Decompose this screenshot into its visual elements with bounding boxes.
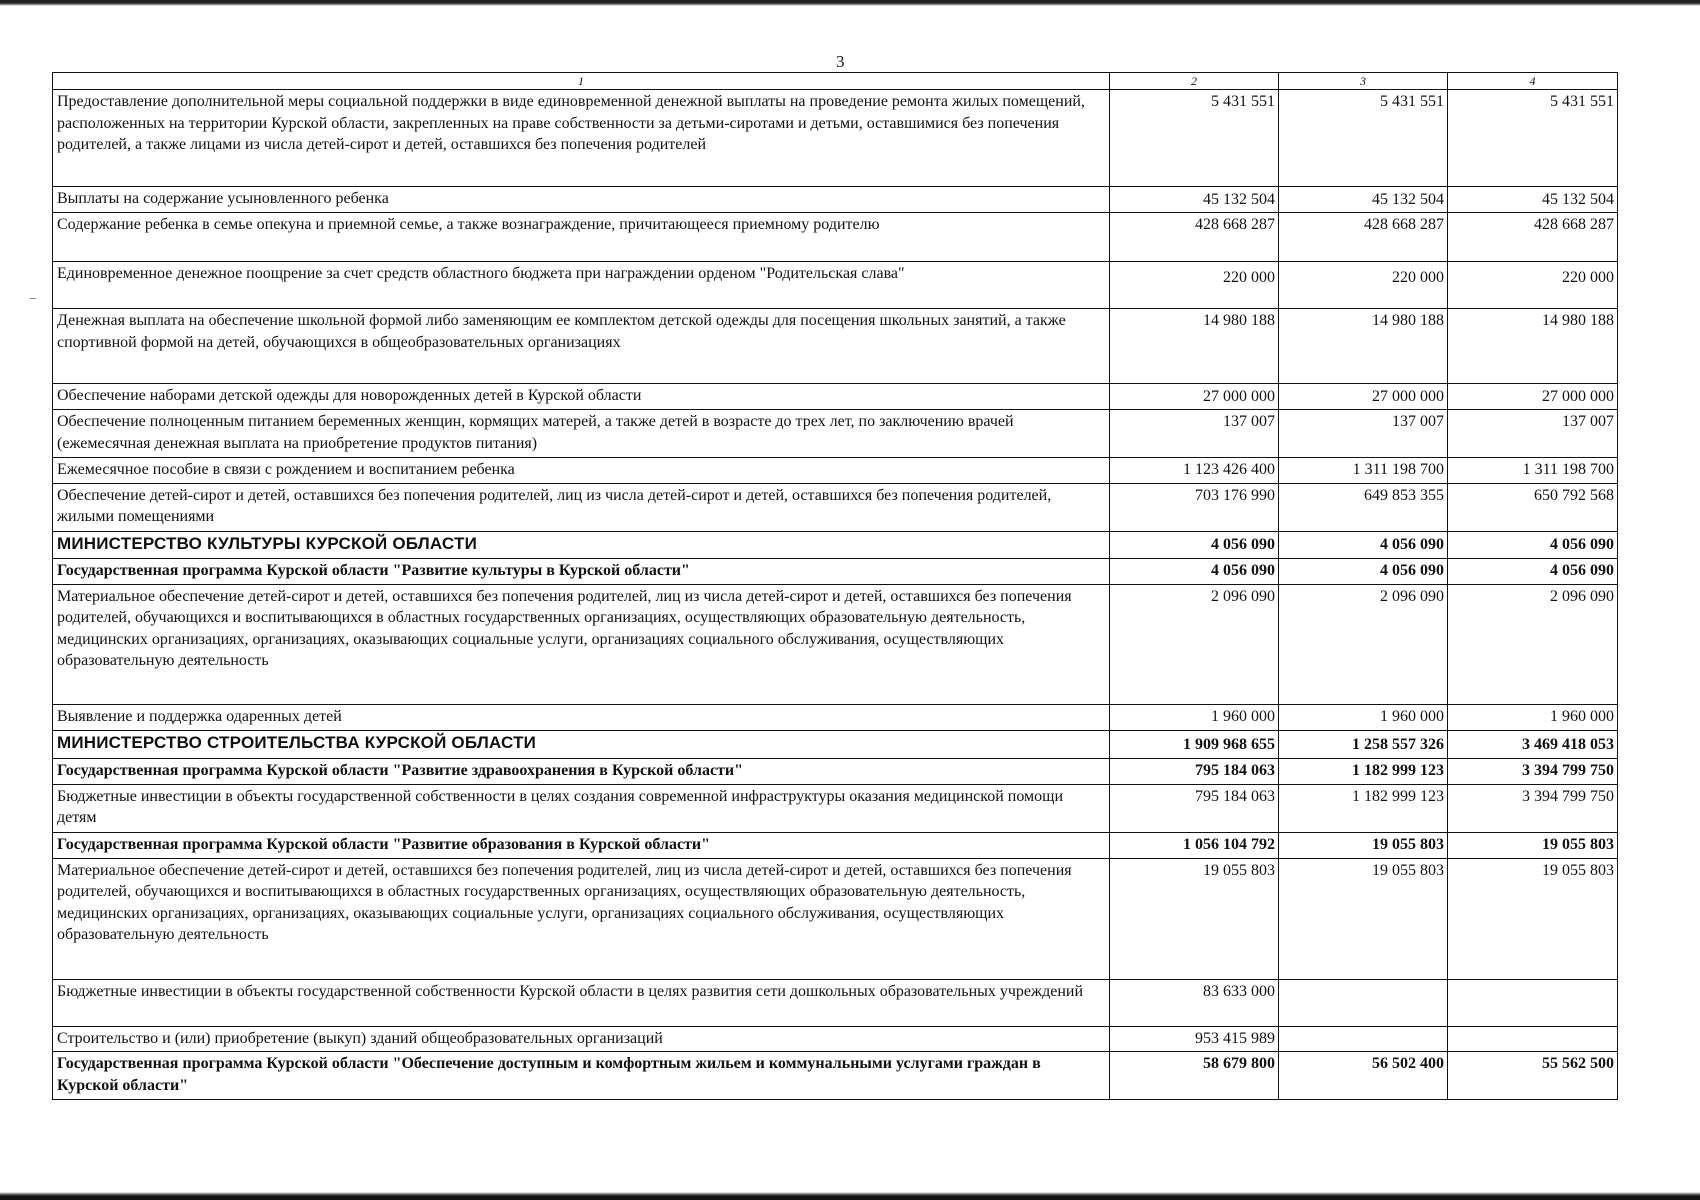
ministry-name: МИНИСТЕРСТВО СТРОИТЕЛЬСТВА КУРСКОЙ ОБЛАСТИ bbox=[53, 730, 1110, 758]
program-name: Государственная программа Курской области "Обеспечение доступным и комфортным жильем и коммунальными услугами граждан в Курской области" bbox=[53, 1052, 1110, 1100]
row-value-col2: 1 960 000 bbox=[1110, 704, 1279, 730]
table-row bbox=[53, 309, 1618, 384]
row-value-col2: 1 123 426 400 bbox=[1110, 458, 1279, 484]
table-row bbox=[53, 704, 1618, 730]
row-value-col2: 5 431 551 bbox=[1110, 90, 1279, 187]
row-value-col4: 14 980 188 bbox=[1448, 309, 1618, 384]
row-value-col2: 2 096 090 bbox=[1110, 584, 1279, 704]
program-row bbox=[53, 1052, 1618, 1100]
row-value-col3 bbox=[1279, 979, 1448, 1026]
row-value-col2: 58 679 800 bbox=[1110, 1052, 1279, 1100]
row-value-col4: 55 562 500 bbox=[1448, 1052, 1618, 1100]
row-value-col2: 4 056 090 bbox=[1110, 531, 1279, 558]
row-name: Выявление и поддержка одаренных детей bbox=[53, 704, 1110, 730]
row-value-col4 bbox=[1448, 979, 1618, 1026]
row-value-col3: 2 096 090 bbox=[1279, 584, 1448, 704]
row-value-col4: 650 792 568 bbox=[1448, 483, 1618, 531]
row-value-col3: 19 055 803 bbox=[1279, 832, 1448, 858]
row-value-col4: 4 056 090 bbox=[1448, 558, 1618, 584]
row-value-col3: 45 132 504 bbox=[1279, 187, 1448, 213]
row-value-col4: 220 000 bbox=[1448, 262, 1618, 309]
row-value-col2: 795 184 063 bbox=[1110, 758, 1279, 784]
program-name: Государственная программа Курской области "Развитие образования в Курской области" bbox=[53, 832, 1110, 858]
row-value-col4: 137 007 bbox=[1448, 410, 1618, 458]
row-name: Денежная выплата на обеспечение школьной формой либо заменяющим ее комплектом детской одежды для посещения школьных занятий, а также спортивной формой на детей, обучающихся в общеобразовательных организациях bbox=[53, 309, 1110, 384]
row-value-col2: 83 633 000 bbox=[1110, 979, 1279, 1026]
row-value-col4: 27 000 000 bbox=[1448, 384, 1618, 410]
row-name: Строительство и (или) приобретение (выкуп) зданий общеобразовательных организаций bbox=[53, 1026, 1110, 1052]
row-name: Выплаты на содержание усыновленного ребенка bbox=[53, 187, 1110, 213]
scan-edge-bottom bbox=[0, 1192, 1700, 1200]
row-value-col3: 428 668 287 bbox=[1279, 213, 1448, 262]
ministry-row bbox=[53, 531, 1618, 558]
row-value-col3: 4 056 090 bbox=[1279, 558, 1448, 584]
row-name: Бюджетные инвестиции в объекты государственной собственности Курской области в целях развития сети дошкольных образовательных учреждений bbox=[53, 979, 1110, 1026]
row-value-col3: 56 502 400 bbox=[1279, 1052, 1448, 1100]
row-name: Материальное обеспечение детей-сирот и детей, оставшихся без попечения родителей, лиц из числа детей-сирот и детей, оставшихся без попечения родителей, обучающихся и воспитывающихся в областных государственных организациях, осуществляющих образовательную деятельность, медицинских организациях, организациях, оказывающих социальные услуги, организациях социального обслуживания, осуществляющих образовательную деятельность bbox=[53, 584, 1110, 704]
row-value-col4: 19 055 803 bbox=[1448, 832, 1618, 858]
table-row bbox=[53, 1026, 1618, 1052]
row-name: Обеспечение наборами детской одежды для новорожденных детей в Курской области bbox=[53, 384, 1110, 410]
table-row bbox=[53, 213, 1618, 262]
table-row bbox=[53, 410, 1618, 458]
row-value-col4: 1 960 000 bbox=[1448, 704, 1618, 730]
row-value-col4: 1 311 198 700 bbox=[1448, 458, 1618, 484]
row-value-col4: 19 055 803 bbox=[1448, 858, 1618, 979]
row-value-col3: 1 182 999 123 bbox=[1279, 758, 1448, 784]
row-value-col3: 1 311 198 700 bbox=[1279, 458, 1448, 484]
row-value-col4: 4 056 090 bbox=[1448, 531, 1618, 558]
row-value-col2: 14 980 188 bbox=[1110, 309, 1279, 384]
program-row bbox=[53, 832, 1618, 858]
row-value-col3: 220 000 bbox=[1279, 262, 1448, 309]
row-name: Материальное обеспечение детей-сирот и детей, оставшихся без попечения родителей, лиц из числа детей-сирот и детей, оставшихся без попечения родителей, обучающихся и воспитывающихся в областных государственных организациях, осуществляющих образовательную деятельность, медицинских организациях, организациях, оказывающих социальные услуги, организациях социального обслуживания, осуществляющих образовательную деятельность bbox=[53, 858, 1110, 979]
row-value-col4: 3 394 799 750 bbox=[1448, 758, 1618, 784]
row-value-col4: 2 096 090 bbox=[1448, 584, 1618, 704]
row-value-col2: 953 415 989 bbox=[1110, 1026, 1279, 1052]
row-value-col3: 19 055 803 bbox=[1279, 858, 1448, 979]
row-value-col3: 14 980 188 bbox=[1279, 309, 1448, 384]
page-number: 3 bbox=[836, 52, 845, 71]
row-value-col3: 1 182 999 123 bbox=[1279, 784, 1448, 832]
program-name: Государственная программа Курской области "Развитие здравоохранения в Курской области" bbox=[53, 758, 1110, 784]
row-value-col3: 1 960 000 bbox=[1279, 704, 1448, 730]
row-value-col2: 45 132 504 bbox=[1110, 187, 1279, 213]
table-row bbox=[53, 384, 1618, 410]
row-name: Содержание ребенка в семье опекуна и приемной семье, а также вознаграждение, причитающееся приемному родителю bbox=[53, 213, 1110, 262]
row-name: Обеспечение полноценным питанием беременных женщин, кормящих матерей, а также детей в возрасте до трех лет, по заключению врачей (ежемесячная денежная выплата на приобретение продуктов питания) bbox=[53, 410, 1110, 458]
table-row bbox=[53, 187, 1618, 213]
row-value-col4: 428 668 287 bbox=[1448, 213, 1618, 262]
row-value-col2: 19 055 803 bbox=[1110, 858, 1279, 979]
column-number: 4 bbox=[1448, 73, 1618, 90]
row-name: Обеспечение детей-сирот и детей, оставшихся без попечения родителей, лиц из числа детей-сирот и детей, оставшихся без попечения родителей, жилыми помещениями bbox=[53, 483, 1110, 531]
program-row bbox=[53, 758, 1618, 784]
column-number: 3 bbox=[1279, 73, 1448, 90]
ministry-name: МИНИСТЕРСТВО КУЛЬТУРЫ КУРСКОЙ ОБЛАСТИ bbox=[53, 531, 1110, 558]
row-value-col2: 795 184 063 bbox=[1110, 784, 1279, 832]
row-value-col4: 5 431 551 bbox=[1448, 90, 1618, 187]
table-row bbox=[53, 584, 1618, 704]
row-value-col2: 220 000 bbox=[1110, 262, 1279, 309]
row-value-col4: 3 469 418 053 bbox=[1448, 730, 1618, 758]
row-value-col3: 4 056 090 bbox=[1279, 531, 1448, 558]
row-value-col2: 428 668 287 bbox=[1110, 213, 1279, 262]
row-value-col2: 137 007 bbox=[1110, 410, 1279, 458]
row-value-col2: 1 909 968 655 bbox=[1110, 730, 1279, 758]
column-number: 2 bbox=[1110, 73, 1279, 90]
row-name: Ежемесячное пособие в связи с рождением и воспитанием ребенка bbox=[53, 458, 1110, 484]
row-value-col3: 27 000 000 bbox=[1279, 384, 1448, 410]
table-row bbox=[53, 262, 1618, 309]
row-value-col2: 703 176 990 bbox=[1110, 483, 1279, 531]
row-value-col3 bbox=[1279, 1026, 1448, 1052]
row-value-col3: 5 431 551 bbox=[1279, 90, 1448, 187]
table-row bbox=[53, 458, 1618, 484]
column-number: 1 bbox=[53, 73, 1110, 90]
row-value-col3: 649 853 355 bbox=[1279, 483, 1448, 531]
row-name: Предоставление дополнительной меры социальной поддержки в виде единовременной денежной выплаты на проведение ремонта жилых помещений, расположенных на территории Курской области, закрепленных на праве собственности за детьми-сиротами и детьми, оставшимися без попечения родителей, а также лицами из числа детей-сирот и детей, оставшихся без попечения родителей bbox=[53, 90, 1110, 187]
table-row bbox=[53, 858, 1618, 979]
scan-artifact bbox=[30, 298, 36, 299]
budget-table bbox=[52, 72, 1618, 1100]
row-value-col4: 3 394 799 750 bbox=[1448, 784, 1618, 832]
table-row bbox=[53, 483, 1618, 531]
column-number-row bbox=[53, 73, 1618, 90]
table-row bbox=[53, 90, 1618, 187]
program-row bbox=[53, 558, 1618, 584]
row-value-col3: 137 007 bbox=[1279, 410, 1448, 458]
scan-edge-top bbox=[0, 0, 1700, 6]
ministry-row bbox=[53, 730, 1618, 758]
row-value-col4: 45 132 504 bbox=[1448, 187, 1618, 213]
row-name: Единовременное денежное поощрение за счет средств областного бюджета при награждении орденом "Родительская слава" bbox=[53, 262, 1110, 309]
table-row bbox=[53, 784, 1618, 832]
row-value-col2: 27 000 000 bbox=[1110, 384, 1279, 410]
table-row bbox=[53, 979, 1618, 1026]
program-name: Государственная программа Курской области "Развитие культуры в Курской области" bbox=[53, 558, 1110, 584]
row-value-col2: 4 056 090 bbox=[1110, 558, 1279, 584]
row-value-col4 bbox=[1448, 1026, 1618, 1052]
row-value-col3: 1 258 557 326 bbox=[1279, 730, 1448, 758]
row-value-col2: 1 056 104 792 bbox=[1110, 832, 1279, 858]
row-name: Бюджетные инвестиции в объекты государственной собственности в целях создания современной инфраструктуры оказания медицинской помощи детям bbox=[53, 784, 1110, 832]
